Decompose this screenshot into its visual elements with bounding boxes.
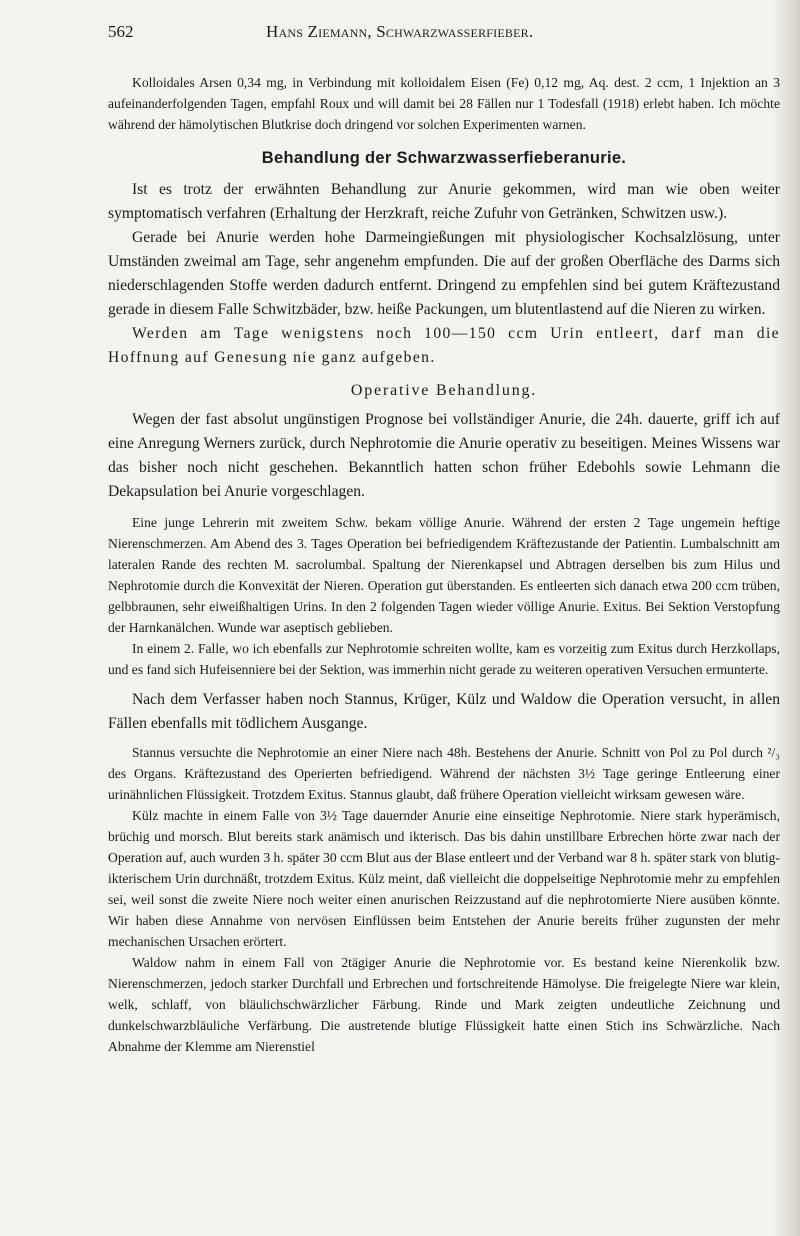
page-number: 562 — [108, 22, 134, 41]
running-head: Hans Ziemann, Schwarzwasserfieber. — [266, 22, 534, 41]
section-heading-anurie: Behandlung der Schwarzwasserfieberanurie. — [261, 149, 627, 167]
paragraph-hoffnung: Werden am Tage wenigstens noch 100—150 ccm Urin entleert, darf man die Hoffnung auf Genesung nie ganz aufgeben. — [108, 325, 780, 366]
paragraph-case-lehrerin: Eine junge Lehrerin mit zweitem Schw. bekam völlige Anurie. Während der ersten 2 Tage ungemein heftige Nierenschmerzen. Am Abend des 3. Tages Operation bei befriedigendem Kräftezustande der Patientin. Lumbalschnitt am lateralen Rande des rechten M. sacrolumbal. Spaltung der Nierenkapsel und Abtragen derselben bis zum Hilus und Nephrotomie durch die Konvexität der Nieren. Operation gut überstanden. Es entleerten sich danach etwa 200 ccm trüben, gelbbraunen, sehr eiweißhaltigen Urins. In den 2 folgenden Tagen wieder völlige Anurie. Exitus. Bei Sektion Verstopfung der Harnkanälchen. Wunde war aseptisch geblieben. — [108, 515, 780, 635]
section-heading-operative: Operative Behandlung. — [350, 382, 538, 399]
paragraph-waldow: Waldow nahm in einem Fall von 2tägiger Anurie die Nephrotomie vor. Es bestand keine Nierenkolik bzw. Nierenschmerzen, jedoch starker Durchfall und Erbrechen und fortschreitende Hämolyse. Die freigelegte Niere war klein, welk, schlaff, von bläulichschwärzlicher Färbung. Rinde und Mark zeigten undeutliche Zeichnung und dunkelschwarzbläuliche Verfärbung. Die austretende blutige Flüssigkeit hatte einen Stich ins Schwärzliche. Nach Abnahme der Klemme am Nierenstiel — [108, 955, 780, 1054]
paragraph-prognose: Wegen der fast absolut ungünstigen Prognose bei vollständiger Anurie, die 24h. dauerte, griff ich auf eine Anregung Werners zurück, durch Nephrotomie die Anurie operativ zu beseitigen. Meines Wissens war das bisher noch nicht geschehen. Bekanntlich hatten schon früher Edebohls sowie Lehmann die Dekapsulation bei Anurie vorgeschlagen. — [108, 411, 780, 500]
page-header — [108, 22, 788, 46]
paragraph-kuelz: Külz machte in einem Falle von 3½ Tage dauernder Anurie eine einseitige Nephrotomie. Niere stark hyperämisch, brüchig und morsch. Blut bereits stark anämisch und ikterisch. Das bis dahin unstillbare Erbrechen hörte zwar nach der Operation auf, auch wurden 3 h. später 30 ccm Blut aus der Blase entleert und der Verband war 8 h. später stark von blutig-ikterischem Urin durchnäßt, trotzdem Exitus. Külz meint, daß vielleicht die doppelseitige Nephrotomie mehr zu empfehlen sei, weil sonst die zweite Niere noch weiter einen anurischen Reizzustand auf die nephrotomierte Niere ausüben könnte. Wir haben diese Annahme von nervösen Einflüssen beim Entstehen der Anurie bereits früher zugunsten der mehr mechanischen Ursachen erörtert. — [108, 808, 780, 949]
paragraph-verfasser: Nach dem Verfasser haben noch Stannus, Krüger, Külz und Waldow die Operation versucht, in allen Fällen ebenfalls mit tödlichem Ausgange. — [108, 691, 780, 732]
paragraph-darmeingiessungen: Gerade bei Anurie werden hohe Darmeingießungen mit physiologischer Kochsalzlösung, unter Umständen zweimal am Tage, sehr angenehm empfunden. Die auf der großen Oberfläche des Darms sich niederschlagenden Stoffe werden dadurch entfernt. Dringend zu empfehlen sind bei gutem Kräftezustand gerade in diesem Falle Schwitzbäder, bzw. heiße Packungen, um blutentlastend auf die Nieren zu wirken. — [108, 229, 780, 318]
page-content — [108, 72, 780, 1057]
paragraph-arsen: Kolloidales Arsen 0,34 mg, in Verbindung mit kolloidalem Eisen (Fe) 0,12 mg, Aq. dest. 2 ccm, 1 Injektion an 3 aufeinanderfolgenden Tagen, empfahl Roux und will damit bei 28 Fällen nur 1 Todesfall (1918) erlebt haben. Ich möchte während der hämolytischen Blutkrise doch dringend vor solchen Experimenten warnen. — [108, 75, 780, 132]
paragraph-case-2: In einem 2. Falle, wo ich ebenfalls zur Nephrotomie schreiten wollte, kam es vorzeitig zum Exitus durch Herzkollaps, und es fand sich Hufeisenniere bei der Sektion, was immerhin nicht gerade zu weiteren operativen Versuchen ermunterte. — [108, 641, 780, 677]
paragraph-stannus: Stannus versuchte die Nephrotomie an einer Niere nach 48h. Bestehens der Anurie. Schnitt von Pol zu Pol durch ²/₃ des Organs. Kräftezustand des Operierten befriedigend. Während der nächsten 3½ Tage geringe Entleerung einer urinähnlichen Flüssigkeit. Trotzdem Exitus. Stannus glaubt, daß frühere Operation vielleicht wirksam gewesen wäre. — [108, 745, 780, 802]
paragraph-behandlung: Ist es trotz der erwähnten Behandlung zur Anurie gekommen, wird man wie oben weiter symptomatisch verfahren (Erhaltung der Herzkraft, reiche Zufuhr von Getränken, Schwitzen usw.). — [108, 181, 780, 222]
